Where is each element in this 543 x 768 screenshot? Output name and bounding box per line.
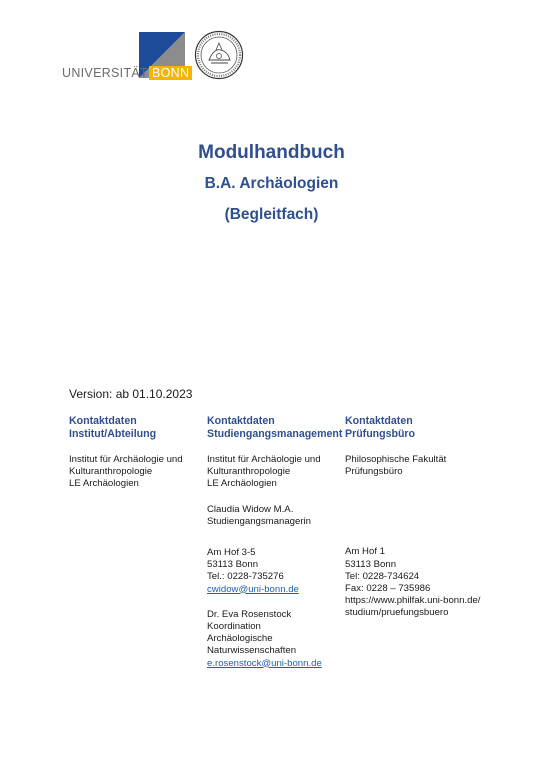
text-line: LE Archäologien [69, 478, 139, 490]
document-title: Modulhandbuch [198, 142, 345, 163]
heading-line: Prüfungsbüro [345, 428, 416, 440]
program-type: (Begleitfach) [224, 206, 319, 223]
institute-block [207, 454, 342, 491]
contact-column-institute [69, 415, 199, 491]
website-url: https://www.philfak.uni-bonn.de/ [345, 595, 481, 607]
heading-line: Studiengangsmanagement [207, 428, 343, 440]
heading-line: Kontaktdaten [207, 415, 275, 427]
contact-name: Claudia Widow M.A. [207, 503, 294, 515]
manager-block [207, 504, 342, 528]
text-line: Am Hof 1 [345, 546, 385, 558]
website-url-path: studium/pruefungsbuero [345, 607, 449, 619]
text-line: Philosophische Fakultät [345, 454, 447, 465]
version-line: Version: ab 01.10.2023 [69, 387, 193, 401]
coordinator-block [207, 609, 342, 670]
phone-number: Tel.: 0228-735276 [207, 571, 284, 583]
contact-role: Koordination [207, 621, 261, 633]
text-line: 53113 Bonn [345, 558, 397, 570]
column-heading [69, 415, 199, 441]
column-heading [207, 415, 342, 441]
text-line: LE Archäologien [207, 478, 277, 490]
text-line: Institut für Archäologie und [207, 454, 321, 465]
exam-office-address-block [345, 546, 505, 619]
contact-column-program-management [207, 415, 342, 670]
text-line: Prüfungsbüro [345, 466, 403, 478]
university-logo [62, 30, 252, 85]
text-line: 53113 Bonn [207, 559, 259, 571]
logo-universitaet: UNIVERSITÄT [62, 66, 148, 80]
contact-role: Naturwissenschaften [207, 645, 297, 657]
contact-role: Studiengangsmanagerin [207, 515, 312, 527]
manager-address-block [207, 547, 342, 596]
faculty-block [345, 454, 505, 478]
email-link-rosenstock[interactable]: e.rosenstock@uni-bonn.de [207, 657, 322, 669]
heading-line: Kontaktdaten [69, 415, 137, 427]
logo-bonn: BONN [149, 66, 192, 80]
contact-role: Archäologische [207, 633, 273, 645]
email-link-widow[interactable]: cwidow@uni-bonn.de [207, 583, 299, 595]
university-logo-text [62, 66, 192, 80]
title-block [0, 140, 543, 225]
column-heading [345, 415, 505, 441]
university-seal-icon [194, 30, 244, 80]
heading-line: Institut/Abteilung [69, 428, 157, 440]
text-line: Kulturanthropologie [69, 466, 153, 478]
contact-column-exam-office [345, 415, 505, 620]
heading-line: Kontaktdaten [345, 415, 413, 427]
contact-name: Dr. Eva Rosenstock [207, 608, 292, 620]
address-block [69, 454, 199, 491]
degree-program: B.A. Archäologien [204, 175, 339, 192]
phone-number: Tel: 0228-734624 [345, 570, 420, 582]
fax-number: Fax: 0228 – 735986 [345, 583, 431, 595]
text-line: Am Hof 3-5 [207, 547, 256, 559]
text-line: Kulturanthropologie [207, 466, 291, 478]
text-line: Institut für Archäologie und [69, 454, 183, 465]
